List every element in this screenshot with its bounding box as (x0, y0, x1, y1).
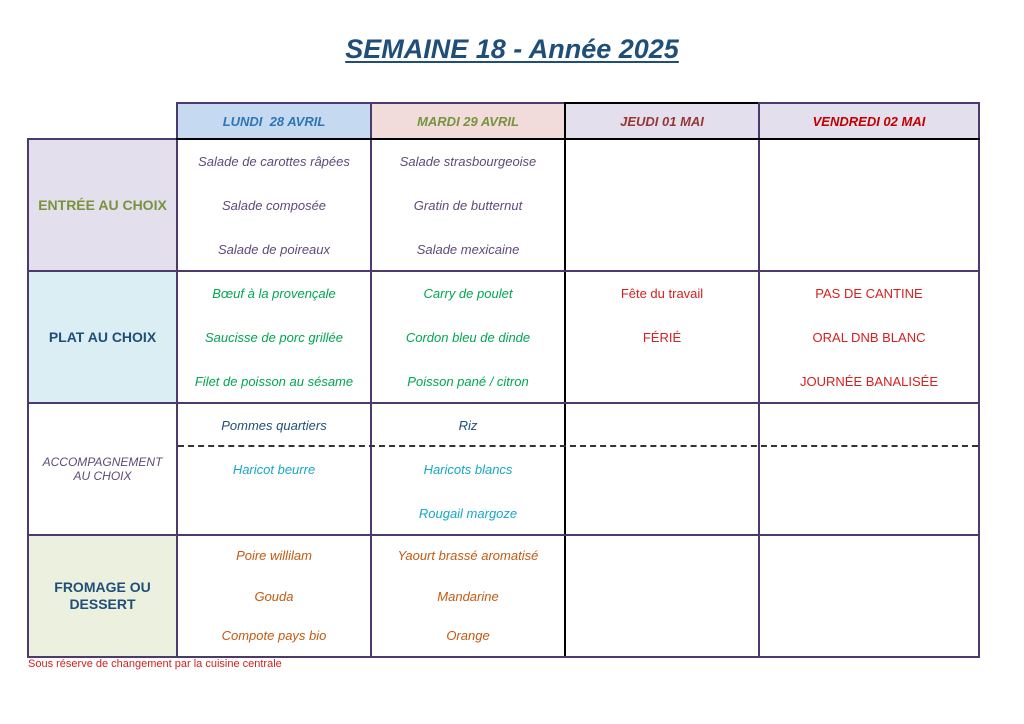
day-header-mardi-label: MARDI 29 AVRIL (417, 113, 519, 129)
menu-item: Mandarine (437, 589, 499, 604)
row-header-fromage-label: FROMAGE OU DESSERT (54, 579, 151, 612)
row-header-entree-label: ENTRÉE AU CHOIX (38, 196, 167, 213)
menu-item: Gratin de butternut (413, 198, 523, 213)
day-header-vendredi-label: VENDREDI 02 MAI (812, 113, 926, 129)
holiday-note: FÉRIÉ (642, 330, 682, 345)
footnote: Sous réserve de changement par la cuisine centrale (28, 658, 282, 670)
cell-fromage-mardi (372, 536, 564, 656)
day-header-mardi (370, 102, 566, 140)
day-header-jeudi (564, 102, 760, 140)
menu-item: Riz (458, 418, 478, 433)
row-header-entree (27, 138, 178, 272)
cell-fromage-lundi (178, 536, 370, 656)
cell-plat-mardi (372, 272, 564, 402)
row-header-plat-label: PLAT AU CHOIX (48, 328, 157, 345)
cell-entree-lundi (178, 140, 370, 270)
menu-item: Compote pays bio (221, 628, 327, 643)
day-header-lundi (176, 102, 372, 140)
menu-item: Haricot beurre (232, 462, 316, 477)
menu-item: Orange (446, 628, 490, 643)
cell-plat-jeudi (566, 272, 758, 402)
menu-item: Pommes quartiers (221, 418, 327, 433)
closure-note: PAS DE CANTINE (815, 286, 923, 301)
menu-item: Saucisse de porc grillée (204, 330, 344, 345)
row-header-plat (27, 270, 178, 404)
cell-accomp-lundi (178, 404, 370, 534)
row-header-fromage (27, 534, 178, 658)
menu-item: Salade strasbourgeoise (399, 154, 537, 169)
cell-plat-lundi (178, 272, 370, 402)
menu-item: Salade composée (221, 198, 327, 213)
page-title: SEMAINE 18 - Année 2025 (345, 34, 679, 64)
menu-item: Bœuf à la provençale (212, 286, 336, 301)
menu-item: Carry de poulet (423, 286, 513, 301)
grid-line (978, 138, 980, 658)
holiday-note: Fête du travail (620, 286, 704, 301)
cell-accomp-mardi (372, 404, 564, 534)
cell-plat-vendredi (760, 272, 978, 402)
menu-item: Salade mexicaine (416, 242, 520, 257)
grid-line (176, 656, 980, 658)
menu-item: Cordon bleu de dinde (405, 330, 531, 345)
menu-item: Rougail margoze (418, 506, 518, 521)
menu-item: Yaourt brassé aromatisé (397, 548, 539, 563)
menu-item: Salade de carottes râpées (198, 154, 350, 169)
menu-item: Poire willilam (236, 548, 312, 563)
day-header-lundi-label: LUNDI 28 AVRIL (222, 113, 326, 129)
day-header-vendredi (758, 102, 980, 140)
menu-item: Gouda (254, 589, 294, 604)
row-header-accompagnement-label: ACCOMPAGNEMENT AU CHOIX (42, 455, 163, 483)
cell-entree-mardi (372, 140, 564, 270)
closure-note: JOURNÉE BANALISÉE (800, 374, 938, 389)
closure-note: ORAL DNB BLANC (812, 330, 926, 345)
row-header-accompagnement (27, 402, 178, 536)
menu-item: Salade de poireaux (217, 242, 331, 257)
menu-item: Filet de poisson au sésame (194, 374, 354, 389)
day-header-jeudi-label: JEUDI 01 MAI (620, 113, 704, 129)
menu-item: Poisson pané / citron (407, 374, 529, 389)
menu-item: Haricots blancs (423, 462, 513, 477)
